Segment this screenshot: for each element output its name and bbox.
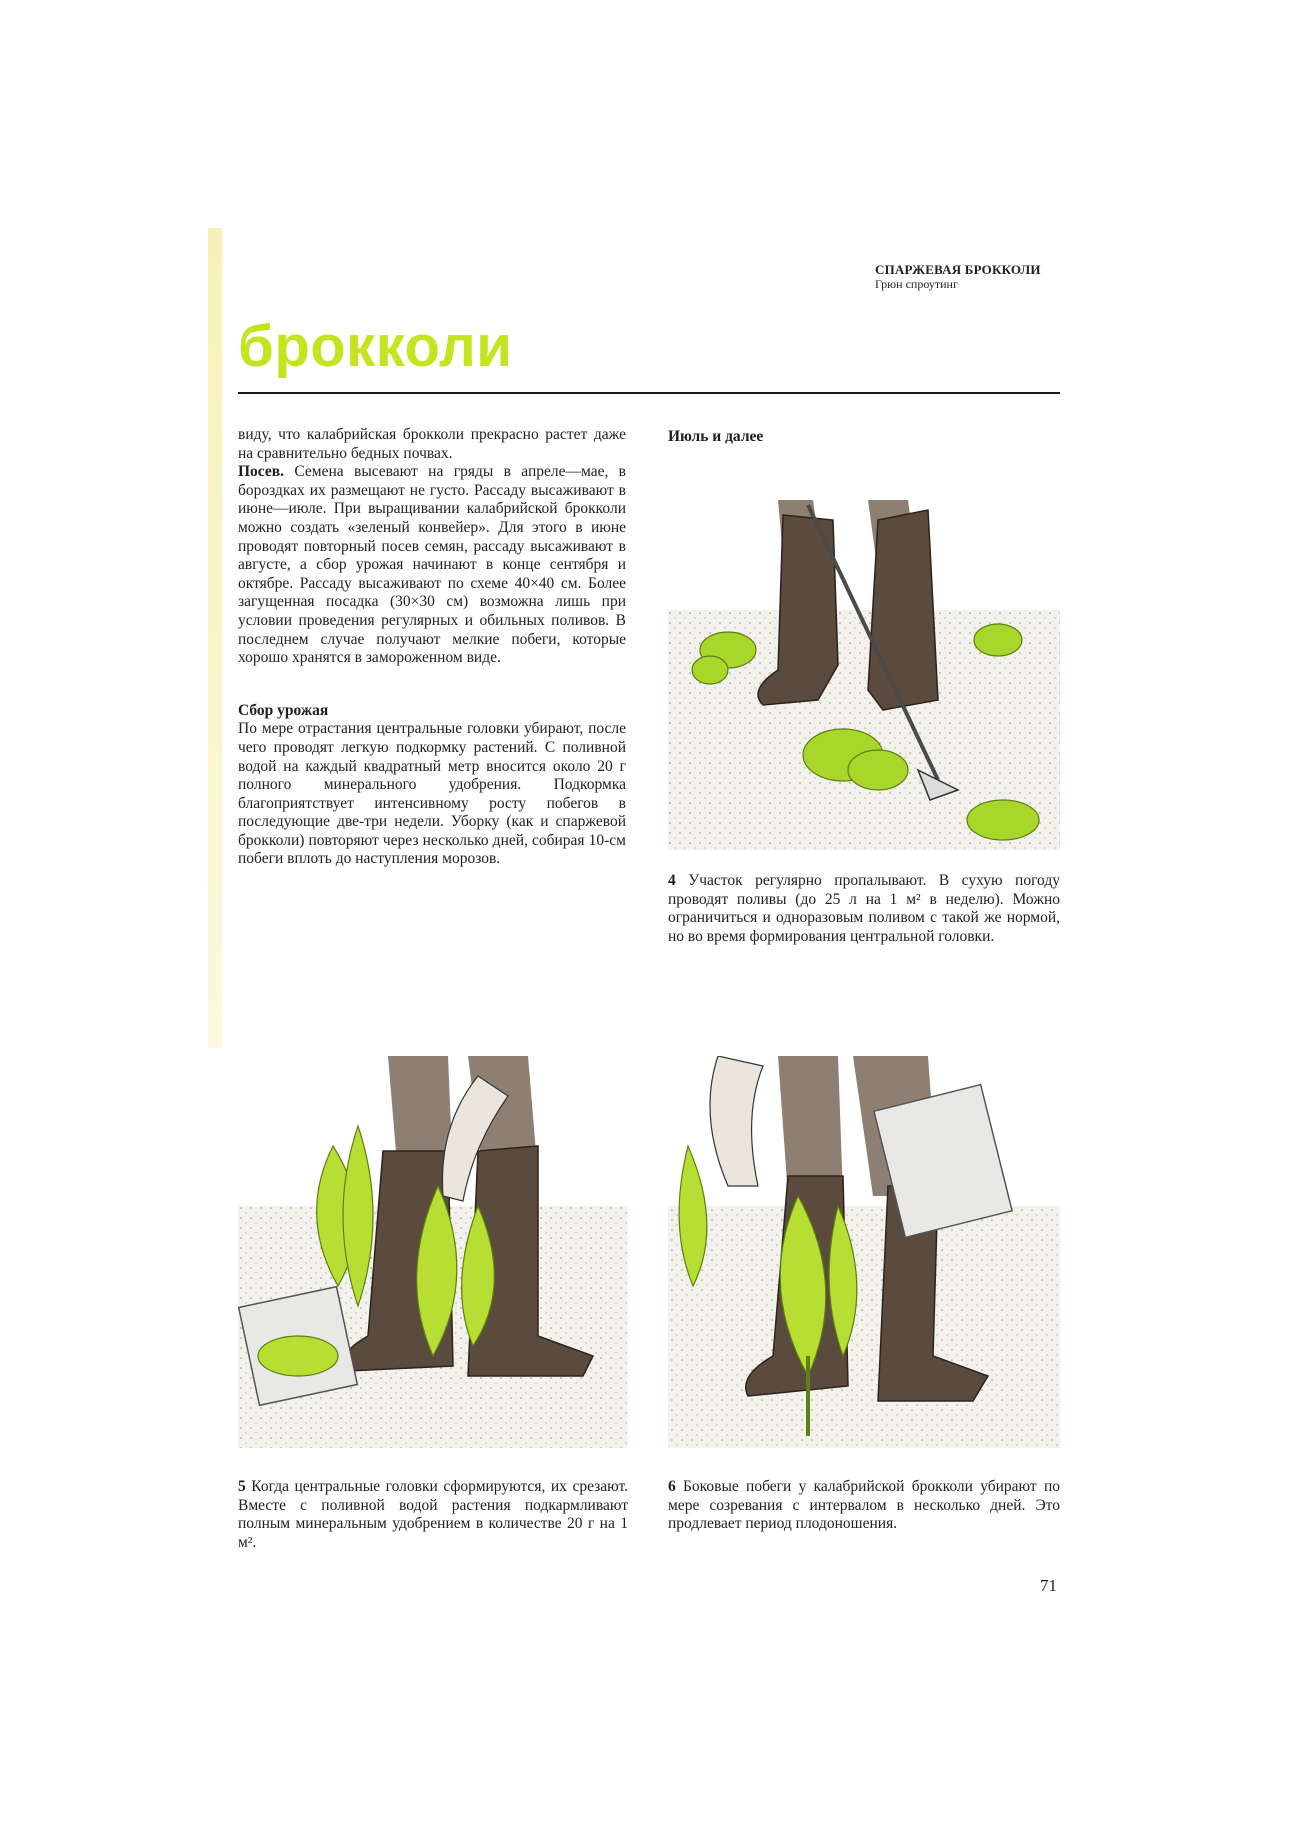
page-title: брокколи xyxy=(238,314,513,379)
figure-6-number: 6 xyxy=(668,1478,676,1495)
page-number: 71 xyxy=(1040,1576,1057,1595)
left-column xyxy=(238,426,626,869)
figure-4-text: Участок регулярно пропалывают. В сухую погоду проводят поливы (до 25 л на 1 м² в неделю). Можно ограничиться и одноразовым поливом с такой же нормой, но во время формирования центральной головки. xyxy=(668,872,1061,945)
sowing-text: Семена высевают на гряды в апреле—мае, в бороздках их размещают не густо. Рассаду высаживают в июне—июле. При выращивании калабрийской брокколи можно создать «зеленый конвейер». Для этого в июне проводят повторный посев семян, рассаду высаживают в августе, а сбор урожая начинают в конце сентября и октябре. Рассаду высаживают по схеме 40×40 см. Более загущенная посадка (30×30 см) возможна лишь при условии проведения регулярных и обильных поливов. В последнем случае получают мелкие побеги, которые хорошо хранятся в замороженном виде. xyxy=(238,463,626,667)
figure-5-caption xyxy=(238,1478,628,1552)
margin-color-strip xyxy=(208,228,222,1048)
sowing-paragraph xyxy=(238,463,626,668)
figure-5-number: 5 xyxy=(238,1478,246,1495)
illustration-weeding xyxy=(668,500,1060,850)
harvest-paragraph: По мере отрастания центральные головки убирают, после чего проводят легкую подкормку растений. С поливной водой на каждый квадратный метр вносится около 20 г полного минерального удобрения. Подкормка благоприятствует интенсивному росту побегов в последующие две-три недели. Уборку (как и спаржевой брокколи) повторяют через несколько дней, собирая 10-см побеги вплоть до наступления морозов. xyxy=(238,720,626,868)
title-rule xyxy=(238,392,1060,394)
figure-4-number: 4 xyxy=(668,872,676,889)
figure-5-text: Когда центральные головки сформируются, их срезают. Вместе с поливной водой растения подкармливают полным минеральным удобрением в количестве 20 г на 1 м². xyxy=(238,1478,628,1551)
section-heading-july: Июль и далее xyxy=(668,428,764,445)
illustration-side-shoots xyxy=(668,1056,1060,1448)
figure-6-caption xyxy=(668,1478,1060,1534)
illustration-cutting-head xyxy=(238,1056,628,1448)
running-header-title: СПАРЖЕВАЯ БРОККОЛИ xyxy=(875,262,1041,277)
figure-6-text: Боковые побеги у калабрийской брокколи убирают по мере созревания с интервалом в несколько дней. Это продлевает период плодоношения. xyxy=(668,1478,1061,1533)
intro-paragraph: виду, что калабрийская брокколи прекрасно растет даже на сравнительно бедных почвах. xyxy=(238,426,626,462)
sowing-label: Посев. xyxy=(238,463,285,481)
figure-4-caption xyxy=(668,872,1060,946)
running-header xyxy=(875,262,1075,291)
running-header-subtitle: Грюн спроутинг xyxy=(875,277,958,291)
harvest-heading: Сбор урожая xyxy=(238,701,329,719)
